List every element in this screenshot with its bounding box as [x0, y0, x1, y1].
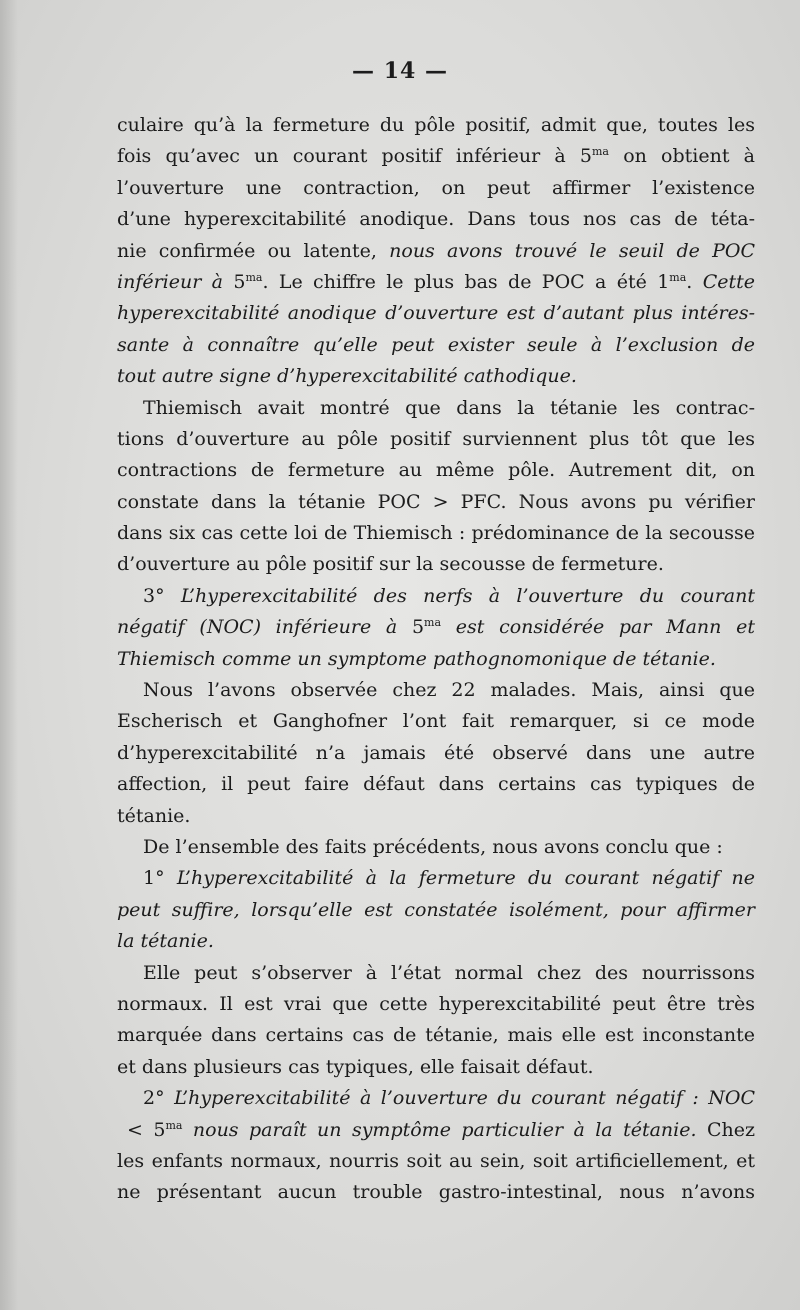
text-run: 5: [233, 270, 246, 293]
text-line: les enfants normaux, nourris soit au sein, soit artificiellement, et: [117, 1149, 755, 1172]
italic-run: L’hyperexcitabilité à l’ouverture du courant négatif : NOC: [174, 1087, 755, 1110]
text-line: [117, 1115, 755, 1146]
italic-run: inférieur à: [117, 270, 234, 293]
text-run: 5: [411, 616, 425, 639]
text-line: hyperexcitabilité anodique d’ouverture est d’autant plus intéres-: [117, 302, 755, 325]
text-line: marquée dans certains cas de tétanie, mais elle est inconstante: [117, 1024, 755, 1047]
text-line: Thiemisch avait montré que dans la tétanie les contrac-: [143, 396, 755, 419]
text-line: contractions de fermeture au même pôle. Autrement dit, on: [117, 459, 755, 482]
italic-run: L’hyperexcitabilité à la fermeture du courant négatif ne: [176, 867, 755, 890]
text-line: De l’ensemble des faits précédents, nous avons conclu que :: [143, 835, 723, 858]
text-line: et dans plusieurs cas typiques, elle faisait défaut.: [117, 1055, 594, 1078]
italic-run: est considérée par Mann et: [441, 616, 755, 639]
text-line: [117, 612, 755, 643]
text-run: on obtient à: [609, 145, 756, 168]
text-line: peut suffire, lorsqu’elle est constatée isolément, pour affirmer: [117, 898, 755, 921]
text-line: d’une hyperexcitabilité anodique. Dans tous nos cas de téta-: [117, 208, 755, 231]
unit-superscript: ma: [245, 270, 263, 284]
text-run: Chez: [696, 1118, 755, 1141]
text-run: 2°: [143, 1087, 175, 1110]
text-line: affection, il peut faire défaut dans certains cas typiques de: [117, 773, 755, 796]
text-line: tétanie.: [117, 804, 191, 827]
text-run: nie confirmée ou latente,: [117, 239, 390, 262]
text-line: Escherisch et Ganghofner l’ont fait remarquer, si ce mode: [117, 710, 755, 733]
text-run: < 5: [127, 1118, 166, 1141]
text-run: .: [686, 270, 703, 293]
text-line: ne présentant aucun trouble gastro-intestinal, nous n’avons: [117, 1181, 755, 1204]
text-line: [117, 236, 755, 267]
unit-superscript: ma: [592, 145, 609, 159]
text-line: d’ouverture au pôle positif sur la secousse de fermeture.: [117, 553, 664, 576]
text-run: 1°: [143, 867, 177, 890]
text-line: tout autre signe d’hyperexcitabilité cathodique.: [117, 365, 577, 388]
unit-superscript: ma: [424, 616, 442, 630]
text-line: culaire qu’à la fermeture du pôle positif, admit que, toutes les: [117, 114, 755, 136]
italic-run: nous paraît un symptôme particulier à la tétanie.: [182, 1118, 697, 1141]
page-gutter-shadow: [0, 0, 18, 1310]
unit-superscript: ma: [165, 1118, 183, 1132]
text-line: [117, 581, 755, 612]
text-line: [117, 1083, 755, 1114]
text-line: Nous l’avons observée chez 22 malades. Mais, ainsi que: [143, 679, 755, 702]
italic-run: Cette: [702, 270, 755, 293]
text-line: [117, 267, 755, 298]
text-line: [117, 141, 755, 172]
text-line: sante à connaître qu’elle peut exister seule à l’exclusion de: [117, 333, 755, 356]
text-line: d’hyperexcitabilité n’a jamais été observé dans une autre: [117, 741, 755, 764]
text-line: tions d’ouverture au pôle positif surviennent plus tôt que les: [117, 427, 755, 450]
text-line: [117, 863, 755, 894]
text-run: fois qu’avec un courant positif inférieur à 5: [117, 145, 592, 168]
unit-superscript: ma: [669, 270, 687, 284]
text-line: Thiemisch comme un symptome pathognomonique de tétanie.: [117, 647, 716, 670]
text-line: constate dans la tétanie POC > PFC. Nous avons pu vérifier: [117, 490, 755, 513]
page-number: — 14 —: [352, 58, 448, 84]
text-run: . Le chiffre le plus bas de POC a été 1: [262, 270, 670, 293]
text-line: Elle peut s’observer à l’état normal chez des nourrissons: [143, 961, 755, 984]
italic-run: nous avons trouvé le seuil de POC: [389, 239, 755, 262]
text-line: dans six cas cette loi de Thiemisch : prédominance de la secousse: [117, 522, 755, 545]
text-run: 3°: [143, 584, 181, 607]
italic-run: L’hyperexcitabilité des nerfs à l’ouverture du courant: [180, 584, 755, 607]
italic-run: négatif (NOC) inférieure à: [117, 616, 412, 639]
body-text: [117, 110, 755, 1209]
text-line: la tétanie.: [117, 930, 214, 953]
text-line: normaux. Il est vrai que cette hyperexcitabilité peut être très: [117, 992, 755, 1015]
text-line: l’ouverture une contraction, on peut affirmer l’existence: [117, 176, 755, 199]
